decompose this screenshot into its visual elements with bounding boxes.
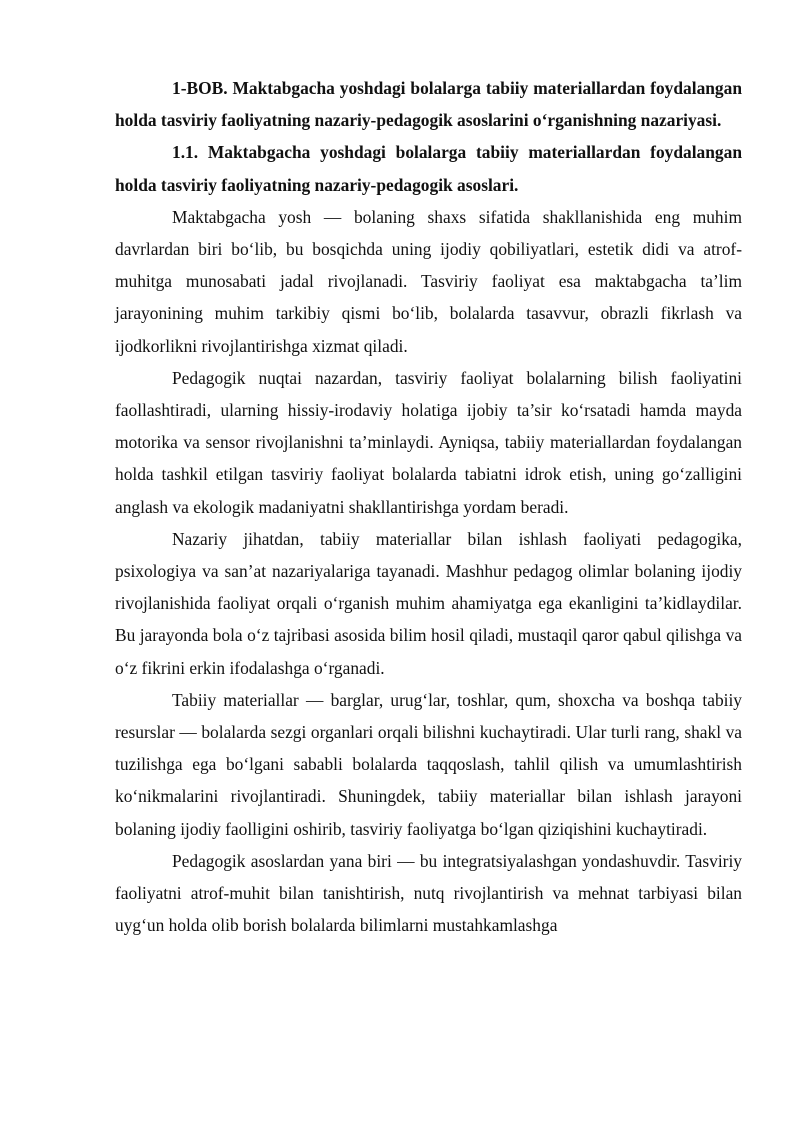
paragraph-1: Maktabgacha yosh — bolaning shaxs sifatida shakllanishida eng muhim davrlardan biri bo‘lib, bu bosqichda uning ijodiy qobiliyatlari, estetik didi va atrof-muhitga munosabati jadal rivojlanadi. Tasviriy faoliyat esa maktabgacha ta’lim jarayonining muhim tarkibiy qismi bo‘lib, bolalarda tasavvur, obrazli fikrlash va ijodkorlikni rivojlantirishga xizmat qiladi. xyxy=(115,206,742,356)
paragraph-3: Nazariy jihatdan, tabiiy materiallar bilan ishlash faoliyati pedagogika, psixologiya va san’at nazariyalariga tayanadi. Mashhur pedagog olimlar bolaning ijodiy rivojlanishida faoliyat orqali o‘rganish muhim ahamiyatga ega ekanligini ta’kidlaydilar. Bu jarayonda bola o‘z tajribasi asosida bilim hosil qiladi, mustaqil qaror qabul qilishga va o‘z fikrini erkin ifodalashga o‘rganadi. xyxy=(115,528,742,678)
paragraph-4: Tabiiy materiallar — barglar, urug‘lar, toshlar, qum, shoxcha va boshqa tabiiy resurslar — bolalarda sezgi organlari orqali bilishni kuchaytiradi. Ular turli rang, shakl va tuzilishga ega bo‘lgani sababli bolalarda taqqoslash, tahlil qilish va umumlashtirish ko‘nikmalarini rivojlantiradi. Shuningdek, tabiiy materiallar bilan ishlash jarayoni bolaning ijodiy faolligini oshirib, tasviriy faoliyatga bo‘lgan qiziqishini kuchaytiradi. xyxy=(115,689,742,839)
section-heading: 1.1. Maktabgacha yoshdagi bolalarga tabiiy materiallardan foydalangan holda tasviriy faoliyatning nazariy-pedagogik asoslari. xyxy=(115,142,742,195)
document-body xyxy=(115,72,742,941)
paragraph-2: Pedagogik nuqtai nazardan, tasviriy faoliyat bolalarning bilish faoliyatini faollashtiradi, ularning hissiy-irodaviy holatiga ijobiy ta’sir ko‘rsatadi hamda mayda motorika va sensor rivojlanishni ta’minlaydi. Ayniqsa, tabiiy materiallardan foydalangan holda tashkil etilgan tasviriy faoliyat bolalarda tabiatni idrok etish, uning go‘zalligini anglash va ekologik madaniyatni shakllantirishga yordam beradi. xyxy=(115,367,742,517)
paragraph-5: Pedagogik asoslardan yana biri — bu integratsiyalashgan yondashuvdir. Tasviriy faoliyatni atrof-muhit bilan tanishtirish, nutq rivojlantirish va mehnat tarbiyasi bilan uyg‘un holda olib borish bolalarda bilimlarni mustahkamlashga xyxy=(115,850,742,936)
chapter-heading: 1-BOB. Maktabgacha yoshdagi bolalarga tabiiy materiallardan foydalangan holda tasviriy faoliyatning nazariy-pedagogik asoslarini o‘rganishning nazariyasi. xyxy=(115,78,742,131)
